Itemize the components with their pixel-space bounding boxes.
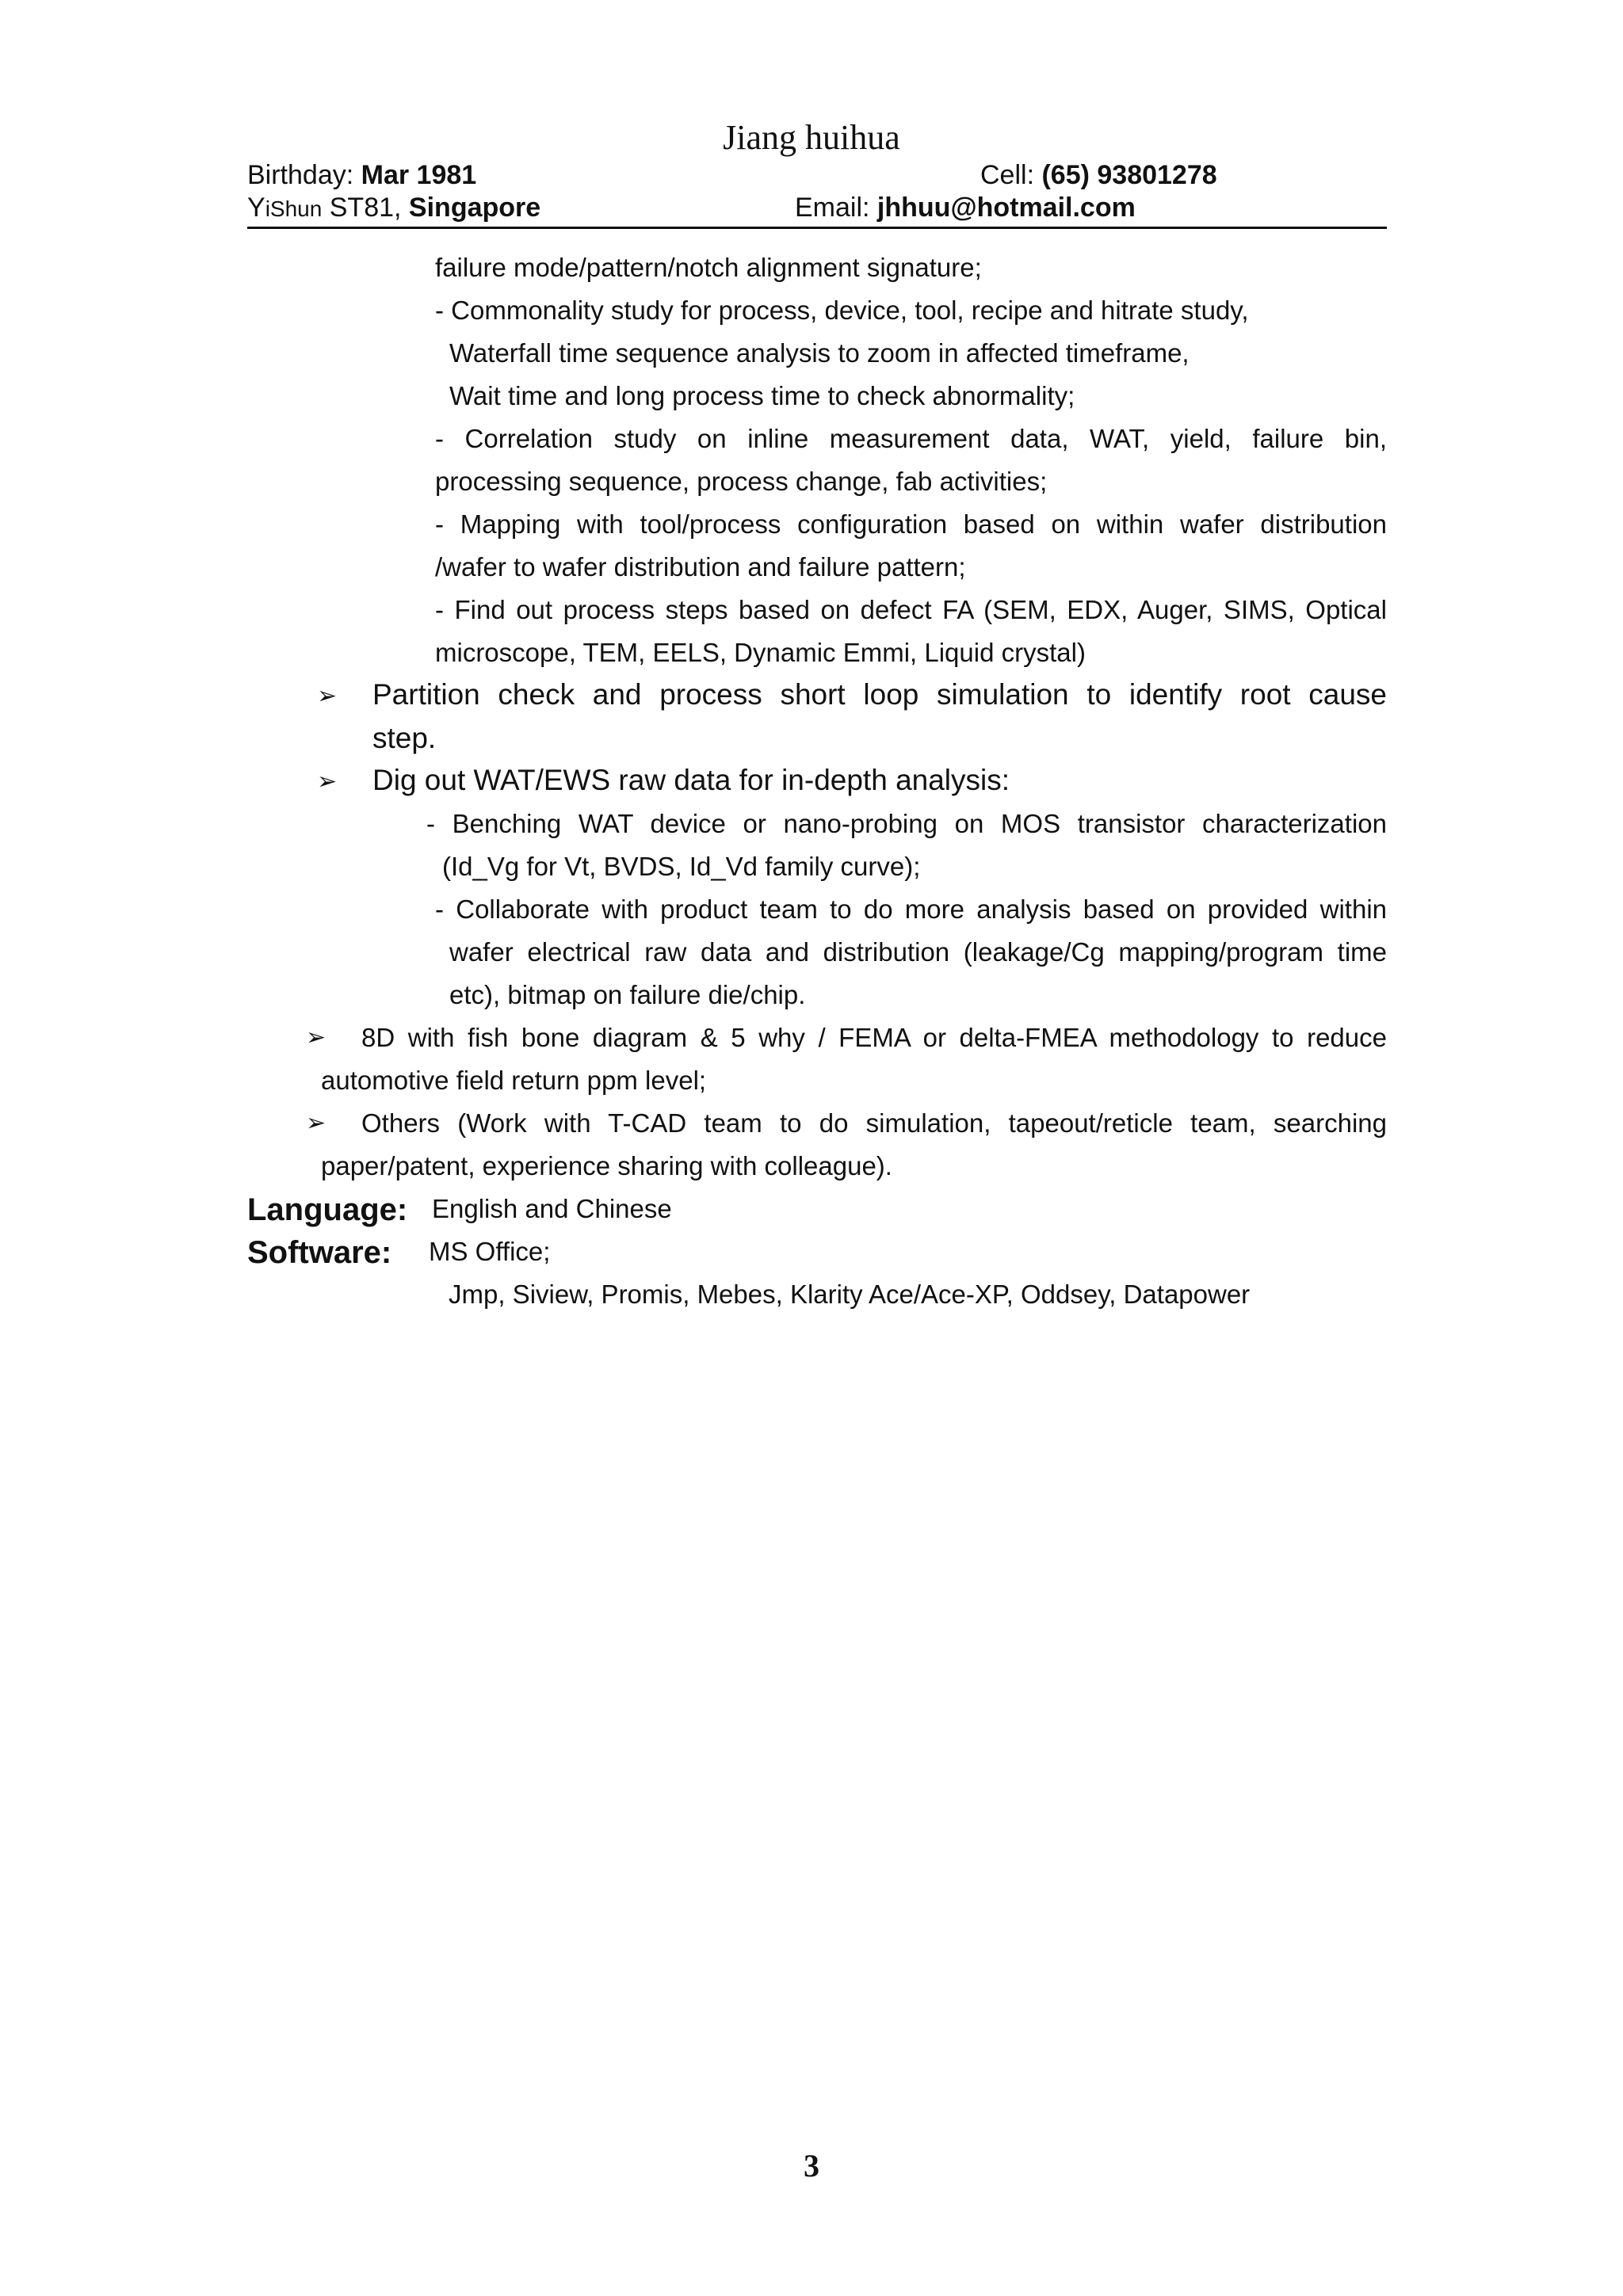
cell-label: Cell:	[980, 160, 1042, 190]
software-label: Software:	[247, 1235, 392, 1270]
arrow-bullet-icon: ➢	[306, 1024, 327, 1051]
bullet-item: Dig out WAT/EWS raw data for in-depth analysis:	[372, 764, 1010, 796]
arrow-bullet-icon: ➢	[317, 682, 338, 710]
body-line: etc), bitmap on failure die/chip.	[449, 980, 806, 1009]
page-number: 3	[804, 2148, 819, 2183]
body-line: microscope, TEM, EELS, Dynamic Emmi, Liquid crystal)	[435, 638, 1086, 667]
header-rule	[247, 227, 1387, 229]
bullet-item: automotive field return ppm level;	[321, 1066, 707, 1095]
birthday-line	[247, 158, 476, 192]
arrow-bullet-icon: ➢	[306, 1109, 327, 1137]
arrow-bullet-icon: ➢	[317, 768, 338, 795]
body-line: Waterfall time sequence analysis to zoom in affected timeframe,	[449, 338, 1190, 368]
language-label: Language:	[247, 1192, 408, 1227]
language-value: English and Chinese	[432, 1194, 672, 1223]
software-value: MS Office;	[429, 1237, 551, 1266]
address-city: Singapore	[408, 193, 541, 223]
resume-name: Jiang huihua	[723, 118, 900, 157]
body-line: failure mode/pattern/notch alignment signature;	[435, 253, 982, 282]
body-line: (Id_Vg for Vt, BVDS, Id_Vd family curve);	[442, 852, 921, 881]
bullet-item: paper/patent, experience sharing with colleague).	[321, 1151, 892, 1180]
email-line	[795, 191, 1136, 224]
body-line: wafer electrical raw data and distribution (leakage/Cg mapping/program time	[449, 937, 1387, 967]
birthday-value: Mar 1981	[361, 160, 477, 190]
address-rest: ST81,	[322, 193, 409, 223]
birthday-label: Birthday:	[247, 160, 361, 190]
body-line: - Commonality study for process, device, tool, recipe and hitrate study,	[435, 296, 1249, 325]
cell-value: (65) 93801278	[1041, 160, 1217, 190]
body-line: - Benching WAT device or nano-probing on MOS transistor characterization	[426, 809, 1387, 838]
bullet-item: Others (Work with T-CAD team to do simulation, tapeout/reticle team, searching	[361, 1108, 1387, 1138]
bullet-item: step.	[372, 722, 437, 754]
address-prefix: Y	[247, 193, 265, 223]
body-line: Wait time and long process time to check abnormality;	[449, 381, 1075, 410]
address-line	[247, 191, 540, 226]
body-line: - Mapping with tool/process configuration based on within wafer distribution	[435, 509, 1387, 539]
cell-line	[980, 158, 1217, 192]
software-value: Jmp, Siview, Promis, Mebes, Klarity Ace/Ace-XP, Oddsey, Datapower	[449, 1280, 1251, 1309]
bullet-item: 8D with fish bone diagram & 5 why / FEMA or delta-FMEA methodology to reduce	[361, 1023, 1387, 1052]
address-prefix-small: iShun	[265, 196, 323, 221]
body-line: /wafer to wafer distribution and failure pattern;	[435, 552, 966, 582]
body-line: processing sequence, process change, fab activities;	[435, 467, 1048, 496]
body-line: - Collaborate with product team to do more analysis based on provided within	[435, 894, 1387, 924]
email-value: jhhuu@hotmail.com	[876, 193, 1136, 223]
body-line: - Find out process steps based on defect FA (SEM, EDX, Auger, SIMS, Optical	[435, 595, 1387, 624]
email-label: Email:	[795, 193, 877, 223]
body-line: - Correlation study on inline measurement data, WAT, yield, failure bin,	[435, 424, 1387, 453]
bullet-item: Partition check and process short loop simulation to identify root cause	[372, 678, 1387, 711]
